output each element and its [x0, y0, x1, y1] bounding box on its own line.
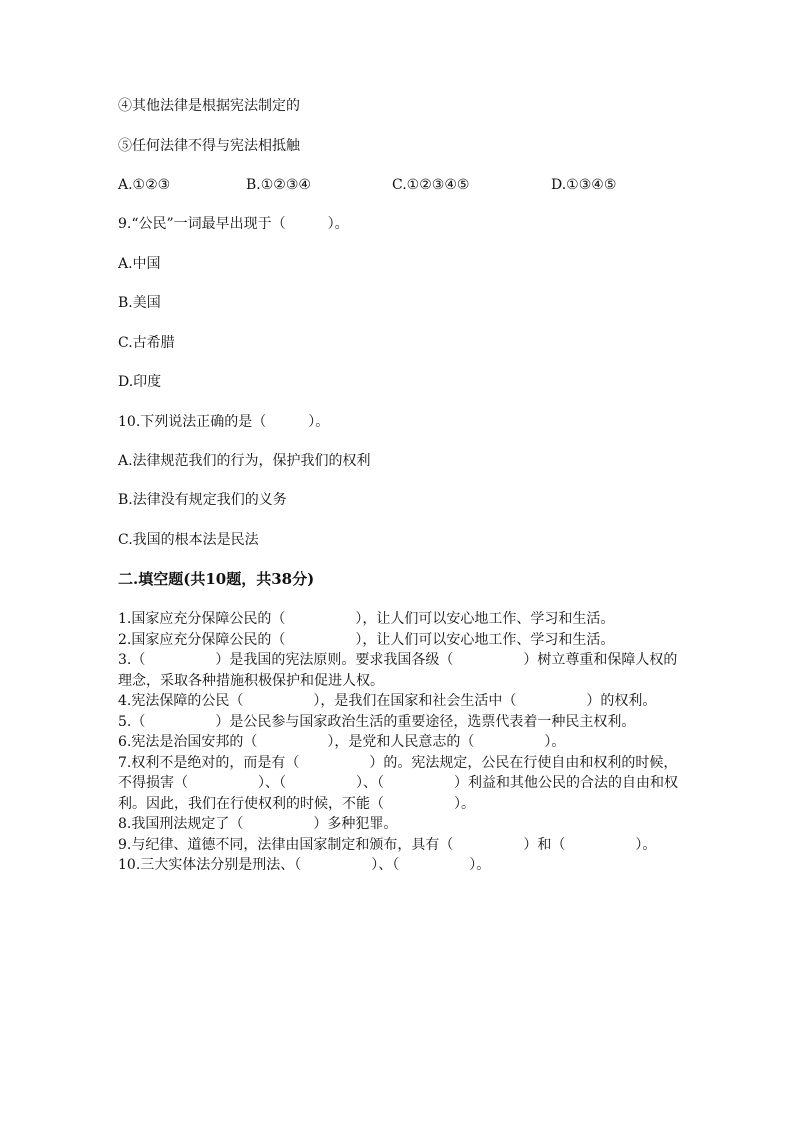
q8-choice-b: B.①②③④	[246, 177, 311, 193]
q10-option-a: A.法律规范我们的行为，保护我们的权利	[118, 453, 371, 469]
q9-stem: 9.“公民”一词最早出现于（ ）。	[118, 216, 349, 232]
fill-item-5: 5.（ ）是公民参与国家政治生活的重要途径，选票代表着一种民主权利。	[118, 713, 636, 730]
q8-choices	[118, 175, 678, 195]
fill-item-4: 4.宪法保障的公民（ ），是我们在国家和社会生活中（ ）的权利。	[118, 693, 657, 709]
fill-item-8: 8.我国刑法规定了（ ）多种犯罪。	[118, 816, 398, 832]
q9-option-b: B.美国	[118, 295, 161, 311]
q9-option-a: A.中国	[118, 256, 161, 272]
q9-option-c: C.古希腊	[118, 335, 175, 351]
q8-option-5: ⑤任何法律不得与宪法相抵触	[118, 138, 300, 154]
fill-item-3: 3.（ ）是我国的宪法原则。要求我国各级（ ）树立尊重和保障人权的理念，采取各种措施积极保护和促进人权。	[118, 652, 678, 689]
fill-item-9: 9.与纪律、道德不同，法律由国家制定和颁布，具有（ ）和（ ）。	[118, 836, 657, 853]
q8-choice-a: A.①②③	[118, 177, 171, 193]
q10-stem: 10.下列说法正确的是（ ）。	[118, 414, 330, 430]
fill-item-6: 6.宪法是治国安邦的（ ），是党和人民意志的（ ）。	[118, 734, 566, 750]
q10-option-b: B.法律没有规定我们的义务	[118, 492, 287, 508]
fill-in-list	[118, 609, 678, 876]
section-title-fill-in: 二.填空题(共10题，共38分)	[118, 570, 315, 588]
q9-option-d: D.印度	[118, 374, 162, 390]
q8-option-4: ④其他法律是根据宪法制定的	[118, 98, 300, 114]
fill-item-1: 1.国家应充分保障公民的（ ），让人们可以安心地工作、学习和生活。	[118, 611, 615, 627]
fill-item-2: 2.国家应充分保障公民的（ ），让人们可以安心地工作、学习和生活。	[118, 631, 615, 648]
fill-item-7: 7.权利不是绝对的，而是有（ ）的。宪法规定，公民在行使自由和权利的时候，不得损害（ ）、（ ）、（ ）利益和其他公民的合法的自由和权利。因此，我们在行使权利的时候，不能（ ）。	[118, 754, 678, 812]
q10-option-c: C.我国的根本法是民法	[118, 532, 259, 548]
q8-choice-c: C.①②③④⑤	[392, 177, 470, 193]
q8-choice-d: D.①③④⑤	[551, 177, 617, 193]
fill-item-10: 10.三大实体法分别是刑法、（ ）、（ ）。	[118, 857, 491, 873]
